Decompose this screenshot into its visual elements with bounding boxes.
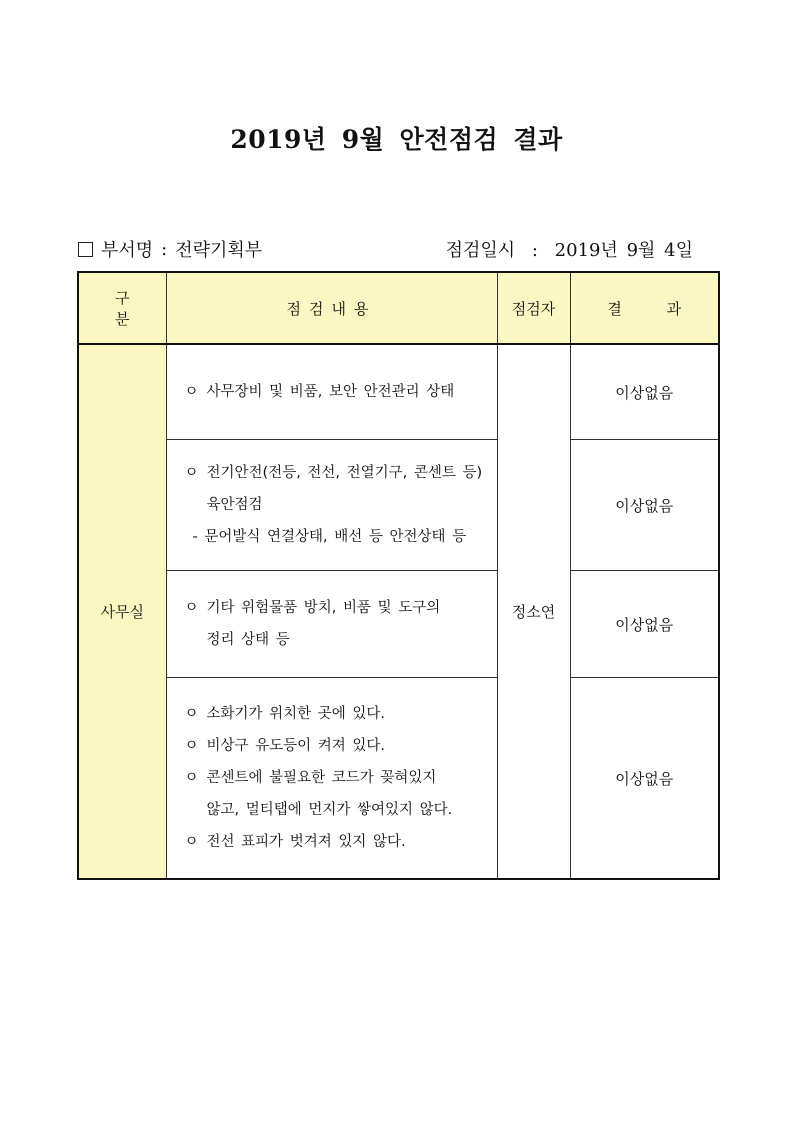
bullet-icon: ㅇ <box>184 834 199 850</box>
content-text: 사무장비 및 비품, 보안 안전관리 상태 <box>206 384 455 400</box>
department-separator: : <box>161 238 168 260</box>
bullet-icon: ㅇ <box>184 600 199 616</box>
inspection-date-label: 점검일시 <box>445 240 516 261</box>
bullet-icon: ㅇ <box>184 465 199 481</box>
table-row <box>78 344 719 440</box>
content-line <box>185 489 489 521</box>
content-line <box>185 730 489 762</box>
result-cell: 이상없음 <box>570 678 719 880</box>
content-text: 콘센트에 불필요한 코드가 꽂혀있지 <box>206 770 437 786</box>
content-text: 정리 상태 등 <box>206 632 290 648</box>
bullet-icon: ㅇ <box>184 770 199 786</box>
inspection-date-value: 2019년 9월 4일 <box>554 240 693 261</box>
content-cell <box>166 344 497 440</box>
inspector-cell: 정소연 <box>497 344 570 879</box>
table-row <box>78 678 719 880</box>
content-line <box>185 624 489 656</box>
checkbox-icon <box>78 242 93 257</box>
content-line <box>185 376 489 408</box>
inspection-date-line <box>446 236 693 262</box>
content-line <box>185 698 489 730</box>
content-text: - 문어발식 연결상태, 배선 등 안전상태 등 <box>192 529 467 545</box>
page-title: 2019년 9월 안전점검 결과 <box>230 125 563 154</box>
table-header-row <box>78 272 719 344</box>
content-line <box>185 592 489 624</box>
content-text: 기타 위험물품 방치, 비품 및 도구의 <box>206 600 441 616</box>
content-line <box>185 826 489 858</box>
bullet-icon: ㅇ <box>184 384 199 400</box>
header-result: 결 과 <box>570 272 719 344</box>
inspection-date-separator: : <box>531 240 538 261</box>
result-cell: 이상없음 <box>570 440 719 571</box>
content-line <box>185 457 489 489</box>
header-inspector: 점검자 <box>497 272 570 344</box>
content-cell <box>166 571 497 678</box>
header-content: 점검내용 <box>166 272 497 344</box>
content-text: 소화기가 위치한 곳에 있다. <box>206 706 386 722</box>
content-text: 전선 표피가 벗겨져 있지 않다. <box>206 834 406 850</box>
category-cell: 사무실 <box>78 344 166 879</box>
content-cell <box>166 678 497 880</box>
content-line <box>185 762 489 794</box>
result-cell: 이상없음 <box>570 344 719 440</box>
header-category: 구 분 <box>78 272 166 344</box>
bullet-icon: ㅇ <box>184 706 199 722</box>
department-value: 전략기획부 <box>175 240 263 261</box>
result-cell: 이상없음 <box>570 571 719 678</box>
content-text: 비상구 유도등이 켜져 있다. <box>206 738 386 754</box>
content-text: 육안점검 <box>206 497 263 513</box>
content-line <box>185 521 489 553</box>
table-row <box>78 571 719 678</box>
content-line <box>185 794 489 826</box>
bullet-icon: ㅇ <box>184 738 199 754</box>
department-label: 부서명 <box>101 240 154 261</box>
department-line <box>78 236 262 262</box>
table-row <box>78 440 719 571</box>
content-cell <box>166 440 497 571</box>
content-text: 않고, 멀티탭에 먼지가 쌓여있지 않다. <box>206 802 453 818</box>
inspection-table <box>77 271 720 880</box>
content-text: 전기안전(전등, 전선, 전열기구, 콘센트 등) <box>206 465 483 481</box>
